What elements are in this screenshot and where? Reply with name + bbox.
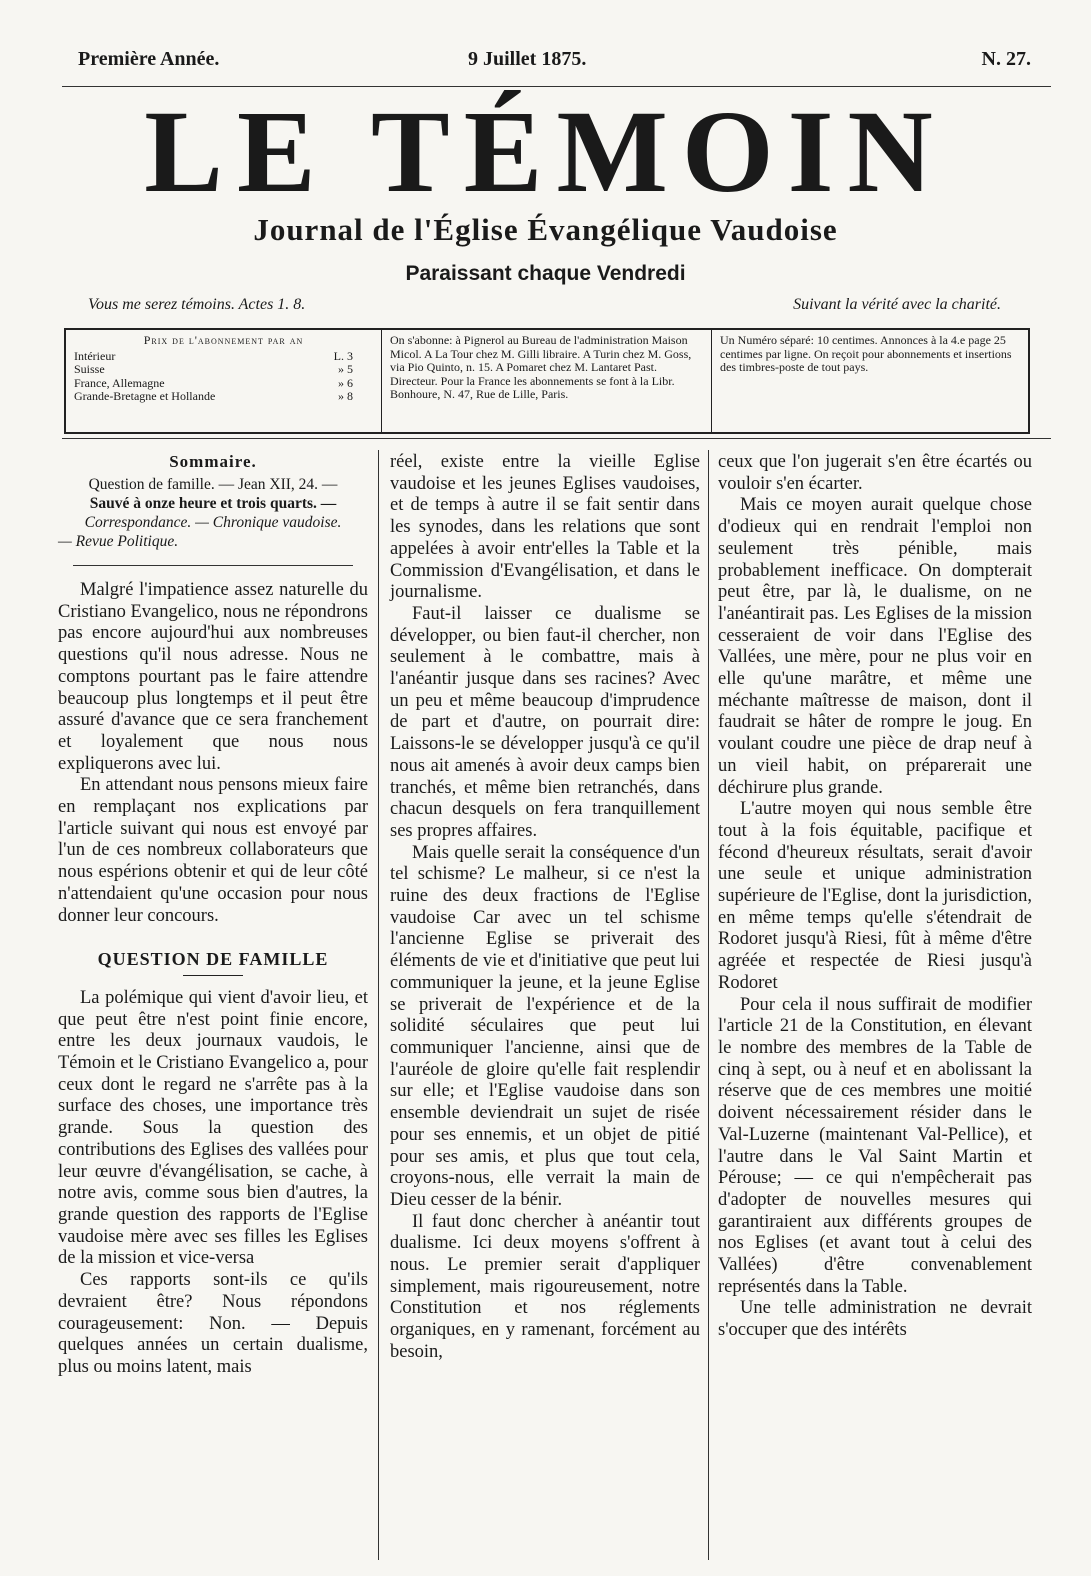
price-row: Grande-Bretagne et Hollande » 8 — [74, 389, 353, 403]
newspaper-subtitle: Journal de l'Église Évangélique Vaudoise — [253, 212, 838, 247]
paragraph: Une telle administration ne devrait s'occuper que des intérêts — [718, 1298, 1032, 1341]
subscription-box — [64, 328, 1030, 434]
separator — [73, 565, 353, 566]
newspaper-title: LE TÉMOIN — [144, 86, 947, 217]
paragraph: Faut-il laisser ce dualisme se développer, ou bien faut-il chercher, non seulement à le combattre, mais à l'anéantir jusque dans ses racines? Avec un peu et même beaucoup d'imprudence de part et d'autre, on pourrait dire: Laissons-le se développer jusqu'à ce qu'il nous ait amenés à avoir deux camps bien tranchés, et même bien retranchés, dans chacun desquels on fera tranquillement ses propres affaires. — [390, 603, 700, 841]
subscription-locations: On s'abonne: à Pignerol au Bureau de l'administration Maison Micol. A La Tour chez M. Gilli libraire. A Turin chez M. Goss, via Pio Quinto, n. 15. A Pomaret chez M. Lantaret Past. Directeur. Pour la France les abonnements se font à la Libr. Bonhoure, N. 47, Rue de Lille, Paris. — [382, 330, 712, 432]
motto-right: Suivant la vérité avec la charité. — [793, 296, 1001, 313]
box-divider — [62, 438, 1051, 439]
price-row: France, Allemagne » 6 — [74, 375, 353, 390]
issue-number: N. 27. — [981, 48, 1031, 70]
price-row: Suisse » 5 — [74, 362, 353, 376]
column-divider — [378, 450, 379, 1560]
price-row: Intérieur L. 3 — [74, 348, 353, 363]
column-2 — [390, 452, 700, 1364]
paragraph: En attendant nous pensons mieux faire en remplaçant nos explications par l'article suivant qui nous est envoyé par l'un de ces nombreux collaborateurs que nous espérions obtenir et qui de leur côté n'attendaient qu'une occasion pour nous donner leur concours. — [58, 775, 368, 926]
motto-left: Vous me serez témoins. Actes 1. 8. — [88, 296, 306, 313]
sommaire-line: — Revue Politique. — [58, 533, 179, 550]
paragraph: Pour cela il nous suffirait de modifier l'article 21 de la Constitution, en élevant le nombre des membres de la Table de cinq à sept, ou à neuf et en abolissant la réserve que de ces membres une moitié doivent nécessairement résider dans le Val-Luzerne (maintenant Val-Pellice), et l'autre dans le Val Saint Martin et Pérouse; — ce qui n'empêcherait pas d'adopter de nouvelles mesures qui garantiraient aux différents groupes de nos Eglises (et avant tout à celui des Vallées) d'être convenablement représentés dans la Table. — [718, 994, 1032, 1297]
publication-frequency: Paraissant chaque Vendredi — [405, 262, 686, 285]
sommaire-line: Question de famille. — Jean XII, 24. — — [88, 476, 338, 493]
year-label: Première Année. — [78, 48, 220, 70]
issue-date: 9 Juillet 1875. — [468, 48, 587, 70]
paragraph: L'autre moyen qui nous semble être tout à la fois équitable, pacifique et fécond d'heureux résultats, serait d'avoir une seule et unique administration supérieure de l'Eglise, dont la jurisdiction, en même temps qu'elle s'étendrait de Rodoret jusqu'à Riesi, fût à même d'être agréée et respectée de Riesi jusqu'à Rodoret — [718, 799, 1032, 993]
masthead-top-line — [78, 48, 1041, 78]
price-table — [66, 330, 382, 432]
paragraph: Il faut donc chercher à anéantir tout dualisme. Ici deux moyens s'offrent à nous. Le premier serait d'appliquer simplement, mais rigoureusement, notre Constitution et nos réglements organiques, en y ramenant, forcément au besoin, — [390, 1211, 700, 1362]
sommaire-line: Sauvé à onze heure et trois quarts. — — [89, 495, 337, 512]
paragraph: réel, existe entre la vieille Eglise vaudoise et les jeunes Eglises vaudoises, et de temps à autre il se fait sentir dans les synodes, dans les relations que sont appelées à avoir entr'elles la Table et la Commission d'Evangélisation, et dans le journalisme. — [390, 452, 700, 603]
column-3 — [718, 452, 1032, 1342]
paragraph: Mais quelle serait la conséquence d'un tel schisme? Le malheur, si ce n'est la ruine des deux fractions de l'Eglise vaudoise Car avec un tel schisme l'ancienne Eglise se priverait des éléments de vie et d'initiative que peut lui communiquer la jeune, et la jeune Eglise se priverait de l'expérience et de la solidité séculaires que peut lui communiquer l'ancienne, ainsi que de l'auréole de gloire qu'elle fait resplendir sur elle; et l'Eglise vaudoise dans son ensemble deviendrait un sujet de risée pour ses ennemis, et un objet de pitié pour ses amis, et plus que tout cela, croyons-nous, elle verrait la main de Dieu cesser de la bénir. — [390, 842, 700, 1210]
column-divider — [708, 450, 709, 1560]
paragraph: Ces rapports sont-ils ce qu'ils devraient être? Nous répondons courageusement: Non. — Depuis quelques années un certain dualisme, plus ou moins latent, mais — [58, 1270, 368, 1377]
sommaire-title: Sommaire. — [169, 452, 257, 471]
paragraph: ceux que l'on jugerait s'en être écartés ou vouloir s'en écarter. — [718, 452, 1032, 494]
paragraph: Malgré l'impatience assez naturelle du Cristiano Evangelico, nous ne répondrons pas encore aujourd'hui aux nombreuses questions qu'il nous adresse. Nous ne comptons pourtant pas le faire attendre beaucoup plus longtemps et il peut être assuré d'avance que ce sera franchement et loyalement que nous nous expliquerons avec lui. — [58, 580, 368, 774]
section-title: QUESTION DE FAMILLE — [97, 949, 329, 970]
subscription-notes: Un Numéro séparé: 10 centimes. Annonces à la 4.e page 25 centimes par ligne. On reçoit pour abonnements et insertions des timbres-poste de tout pays. — [720, 333, 1012, 374]
paragraph: Mais ce moyen aurait quelque chose d'odieux qui en rendrait l'emploi non seulement très pénible, mais probablement inefficace. On dompterait peut être, par là, le dualisme, on ne l'anéantirait pas. Les Eglises de la mission cesseraient de voir dans l'Eglise des Vallées, une mère, pour ne plus voir en elle qu'une marâtre, et même une méchante maîtresse de maison, dont il faudrait se hâter de rompre le joug. En voulant coudre une pièce de drap neuf à un vieil habit, on préparerait une déchirure plus grande. — [718, 495, 1032, 798]
sommaire-line: Correspondance. — Chronique vaudoise. — [84, 514, 342, 531]
column-1 — [58, 452, 368, 1379]
section-rule — [183, 975, 243, 976]
sommaire — [58, 452, 368, 551]
price-heading: Prix de l'abonnement par an — [143, 333, 304, 347]
paragraph: La polémique qui vient d'avoir lieu, et que peut être n'est point finie encore, entre les deux journaux vaudois, le Témoin et le Cristiano Evangelico a, pour ceux dont le regard ne s'arrête pas à la surface des choses, une importance très grande. Sous la question des contributions des Eglises des vallées pour leur œuvre d'évangélisation, se cache, à notre avis, comme sous bien d'autres, la grande question des rapports de l'Eglise vaudoise mère avec ses filles les Eglises de la mission et vice-versa — [58, 987, 368, 1269]
